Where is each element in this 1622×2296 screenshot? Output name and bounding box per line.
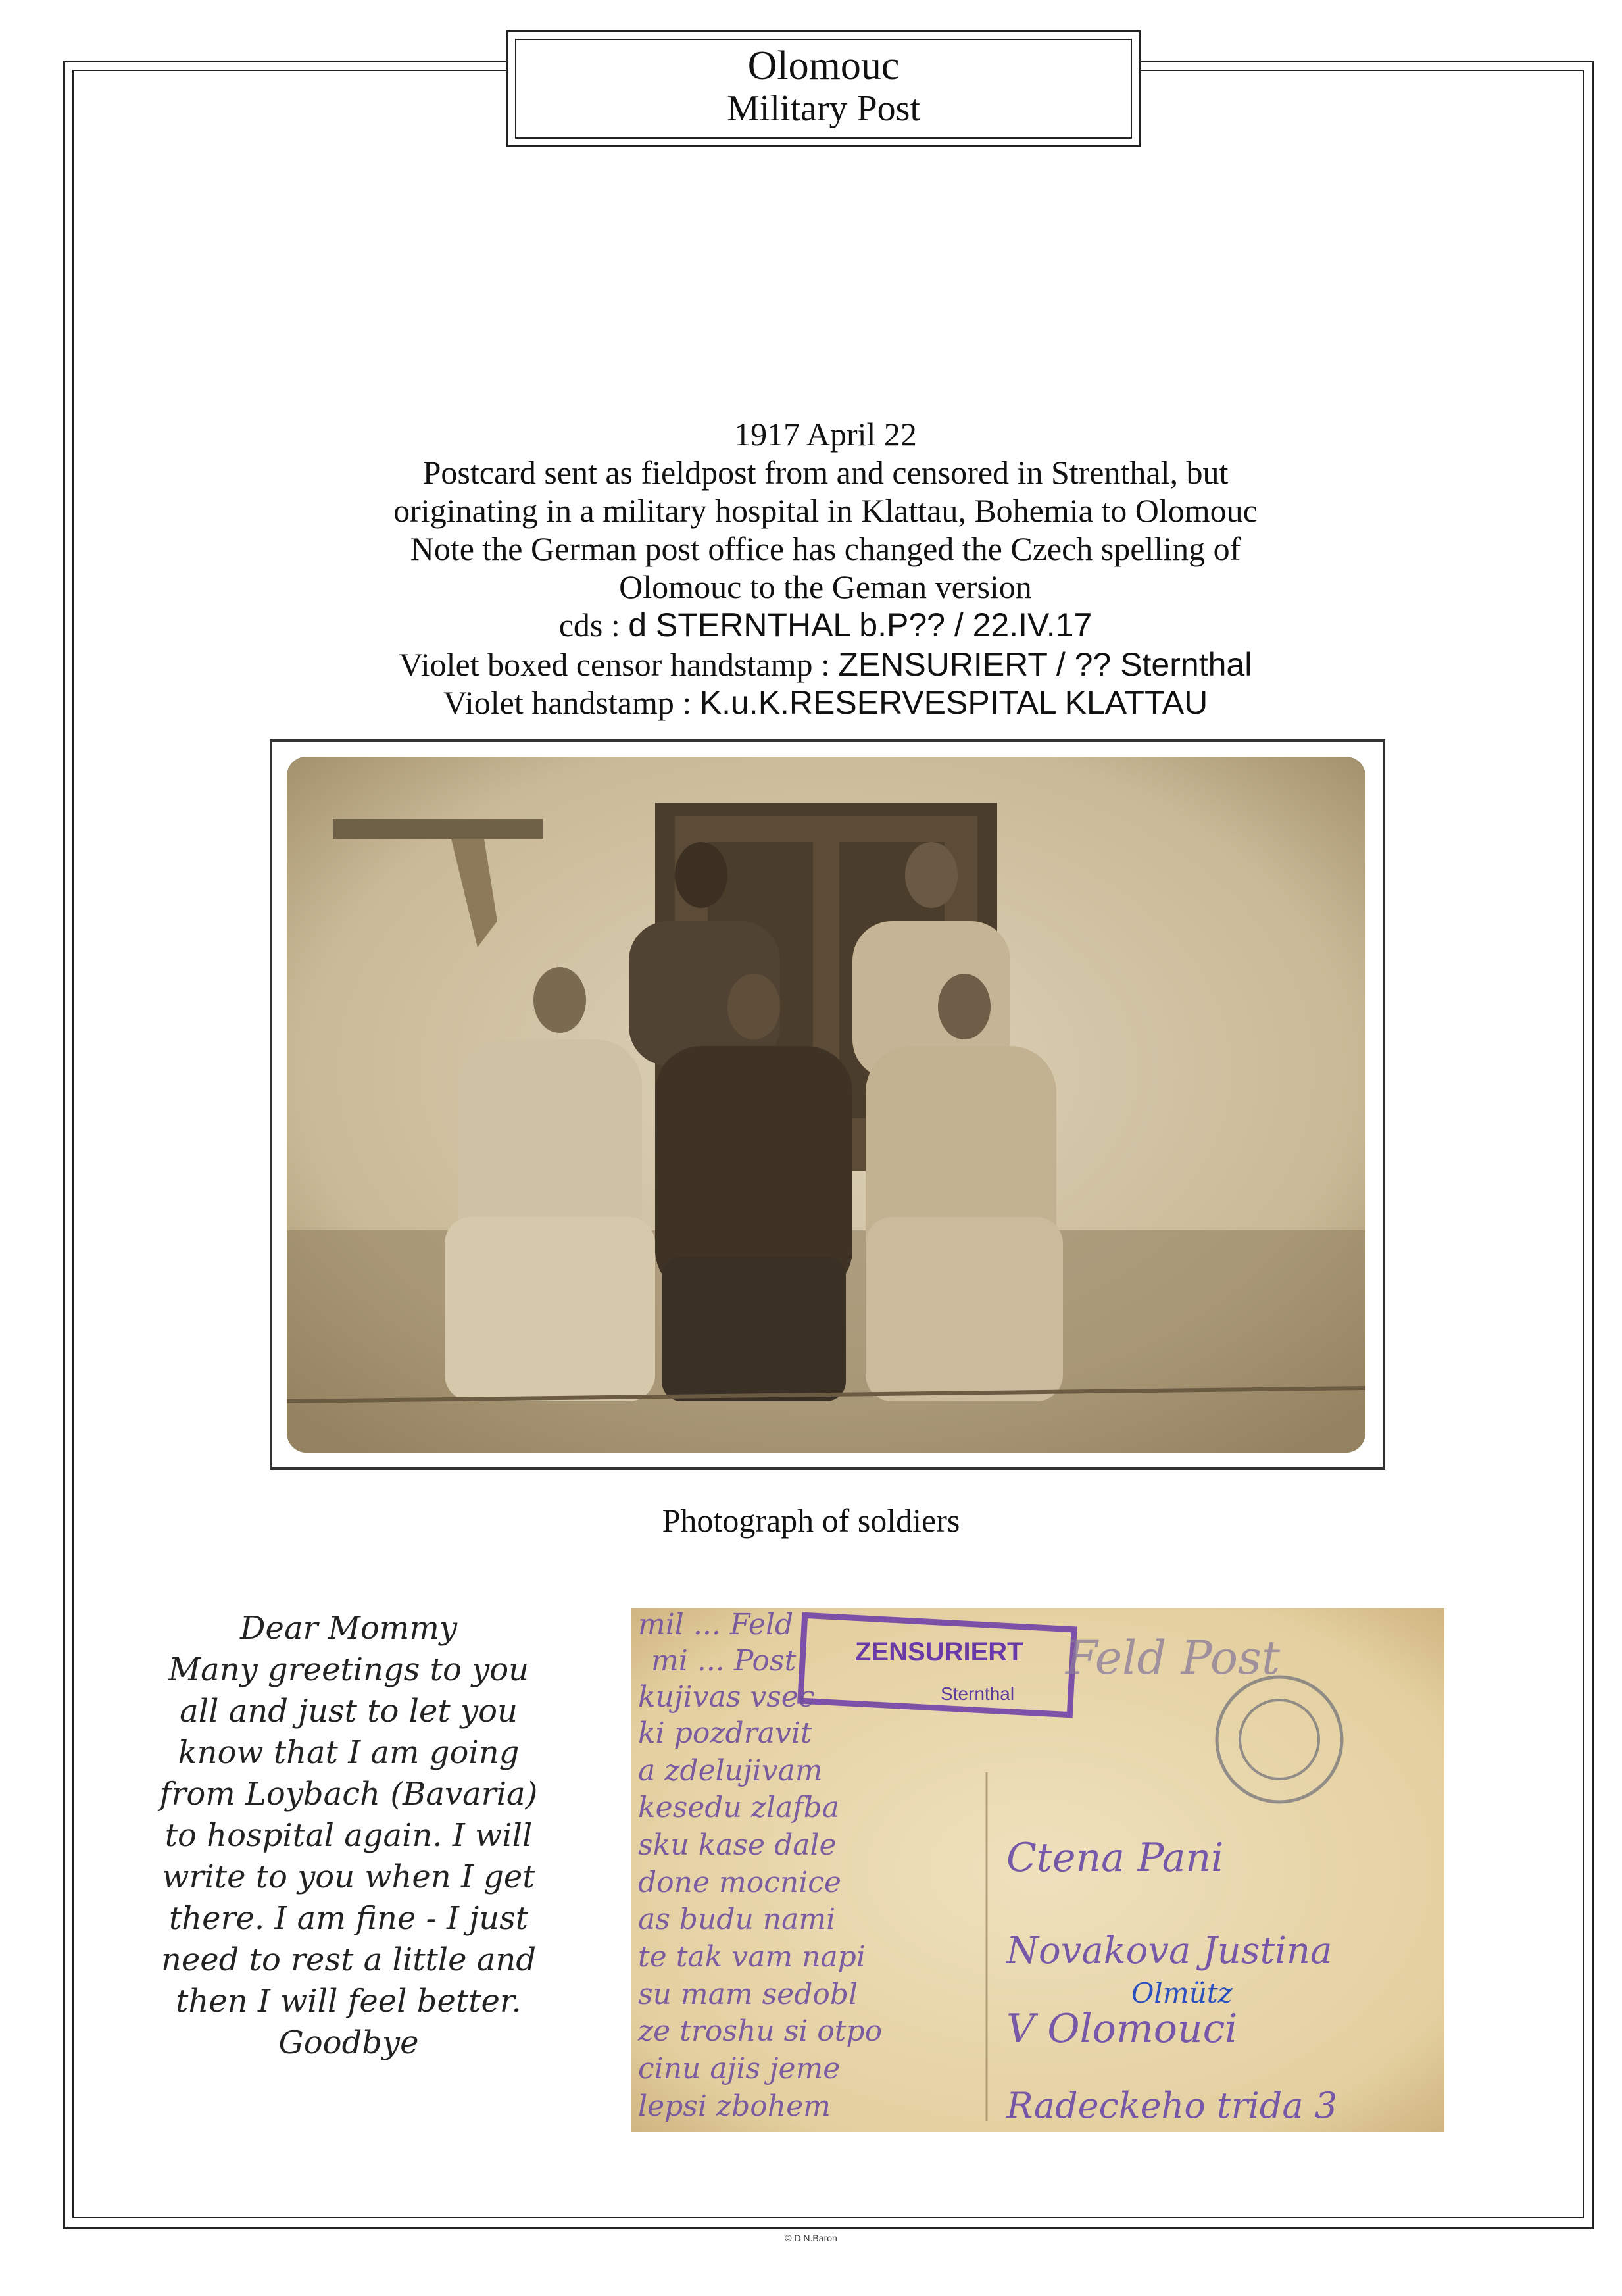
page-subtitle: Military Post xyxy=(726,88,921,129)
message-line: lepsi zbohem xyxy=(638,2089,831,2123)
censor-stamp-sub: Sternthal xyxy=(941,1684,1015,1704)
translation-line: then I will feel better. xyxy=(176,1983,522,2020)
description-line-4: Olomouc to the Geman version xyxy=(619,568,1032,605)
soldiers-photo-image xyxy=(287,757,1365,1453)
translation-line: to hospital again. I will xyxy=(164,1817,533,1854)
translation-line: from Loybach (Bavaria) xyxy=(159,1776,538,1812)
handstamp-line xyxy=(197,684,1454,721)
handstamp-label: Violet handstamp : xyxy=(443,684,700,721)
censor-label: Violet boxed censor handstamp : xyxy=(399,646,839,683)
cds-line xyxy=(197,607,1454,643)
description-line-2: originating in a military hospital in Klattau, Bohemia to Olomouc xyxy=(393,492,1258,529)
translation-line: there. I am fine - I just xyxy=(168,1900,529,1937)
description-line-1: Postcard sent as fieldpost from and censored in Strenthal, but xyxy=(422,454,1229,491)
page-title: Olomouc xyxy=(747,43,900,88)
message-line: mi ... Post xyxy=(651,1644,797,1678)
message-line: kesedu zlafba xyxy=(638,1791,839,1824)
address-line: Ctena Pani xyxy=(1006,1835,1224,1881)
address-line: V Olomouci xyxy=(1006,2006,1238,2052)
message-line: sku kase dale xyxy=(638,1828,837,1862)
message-line: cinu ajis jeme xyxy=(638,2052,841,2085)
postcard-reverse-image xyxy=(631,1608,1444,2132)
photo-caption: Photograph of soldiers xyxy=(662,1502,960,1539)
handstamp-value: K.u.K.RESERVESPITAL KLATTAU xyxy=(699,684,1208,721)
translation-line: all and just to let you xyxy=(180,1693,518,1730)
cds-label: cds : xyxy=(558,607,629,643)
address-correction: Olmütz xyxy=(1131,1977,1233,2009)
translation-line: Goodbye xyxy=(278,2024,419,2061)
letter-translation xyxy=(112,1608,585,2064)
address-line: Novakova Justina xyxy=(1006,1930,1333,1972)
translation-line: need to rest a little and xyxy=(160,1941,537,1978)
censor-value: ZENSURIERT / ?? Sternthal xyxy=(838,646,1252,683)
message-line: kujivas vsec xyxy=(638,1680,815,1714)
photo-mount xyxy=(270,739,1385,1470)
translation-line: write to you when I get xyxy=(162,1859,535,1895)
message-line: done mocnice xyxy=(638,1866,841,1899)
censor-line xyxy=(197,646,1454,683)
translation-line: know that I am going xyxy=(178,1734,520,1771)
message-line: ki pozdravit xyxy=(638,1716,812,1750)
message-line: mil ... Feld xyxy=(638,1608,794,1641)
message-line: a zdelujivam xyxy=(638,1754,823,1787)
description-date: 1917 April 22 xyxy=(734,416,917,453)
message-line: ze troshu si otpo xyxy=(638,2014,883,2048)
address-line: Radeckeho trida 3 xyxy=(1006,2085,1338,2126)
censor-stamp-text: ZENSURIERT xyxy=(855,1637,1023,1666)
message-line: te tak vam napi xyxy=(638,1940,866,1974)
message-line: as budu nami xyxy=(638,1903,836,1936)
description-line-3: Note the German post office has changed the Czech spelling of xyxy=(410,530,1241,567)
cds-value: d STERNTHAL b.P?? / 22.IV.17 xyxy=(628,607,1093,643)
soldiers-photograph xyxy=(287,757,1365,1453)
page-title-box xyxy=(506,30,1141,147)
postcard-header-text: Feld Post xyxy=(1066,1631,1281,1685)
translation-line: Dear Mommy xyxy=(240,1610,457,1647)
postcard-reverse xyxy=(631,1608,1444,2132)
copyright-notice: © D.N.Baron xyxy=(785,2233,837,2243)
translation-line: Many greetings to you xyxy=(168,1651,529,1688)
message-line: su mam sedobl xyxy=(638,1978,858,2011)
